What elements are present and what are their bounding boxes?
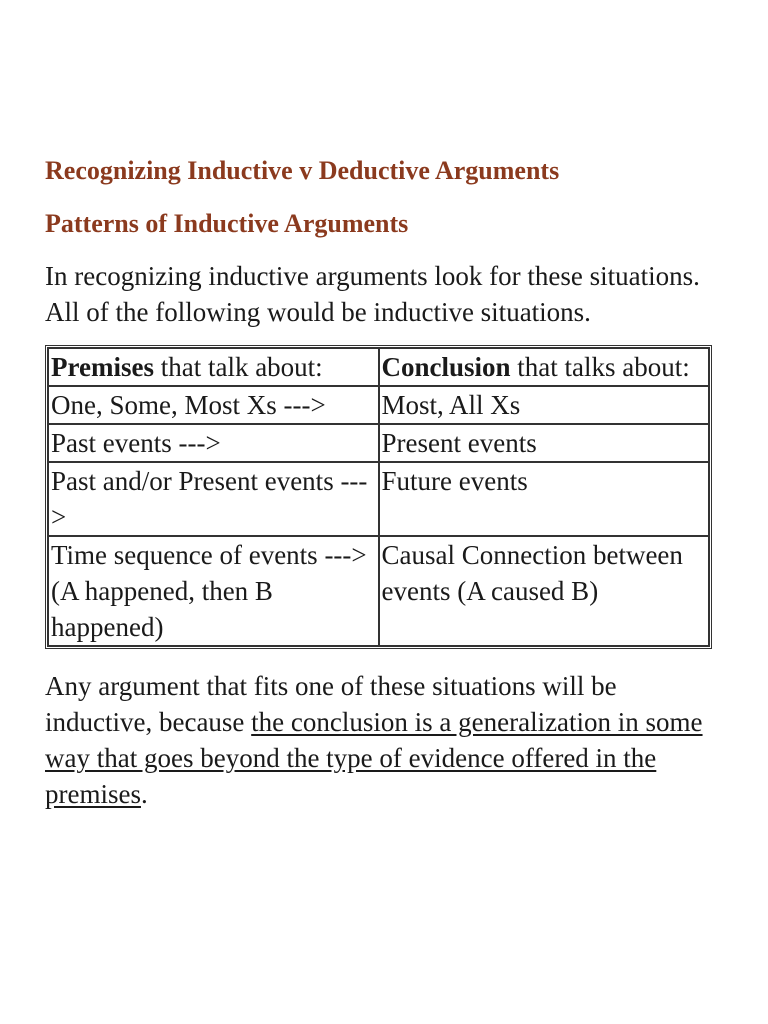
premises-header	[48, 348, 379, 386]
closing-paragraph	[45, 668, 725, 812]
intro-paragraph: In recognizing inductive arguments look for these situations. All of the following would be inductive situations.	[45, 261, 700, 327]
conclusion-cell: Present events	[379, 424, 710, 462]
closing-lead: Any argument that fits one of these situations will be inductive, because	[45, 671, 617, 737]
table-row	[48, 462, 709, 536]
closing-underlined-text: the conclusion is a generalization in some way that goes beyond the type of evidence offered in the premises	[45, 707, 703, 809]
document-title: Recognizing Inductive v Deductive Arguments	[45, 156, 560, 185]
conclusion-cell: Future events	[379, 462, 710, 536]
table-row	[48, 536, 709, 646]
premise-cell: Past events --->	[48, 424, 379, 462]
premises-header-rest: that talk about:	[153, 352, 323, 382]
table-row	[48, 424, 709, 462]
closing-tail: .	[140, 779, 148, 809]
conclusion-cell: Most, All Xs	[379, 386, 710, 424]
induction-patterns-table	[45, 345, 712, 649]
premise-cell: Time sequence of events ---> (A happened, then B happened)	[48, 536, 379, 646]
table-header-row	[48, 348, 709, 386]
premise-cell: One, Some, Most Xs --->	[48, 386, 379, 424]
premises-header-bold: Premises	[51, 352, 154, 382]
document-content	[45, 150, 725, 812]
conclusion-header	[379, 348, 710, 386]
table-row	[48, 386, 709, 424]
premise-cell: Past and/or Present events --->	[48, 462, 379, 536]
document-subtitle: Patterns of Inductive Arguments	[45, 209, 409, 238]
conclusion-header-bold: Conclusion	[381, 352, 511, 382]
conclusion-cell: Causal Connection between events (A caused B)	[379, 536, 710, 646]
conclusion-header-rest: that talks about:	[510, 352, 690, 382]
